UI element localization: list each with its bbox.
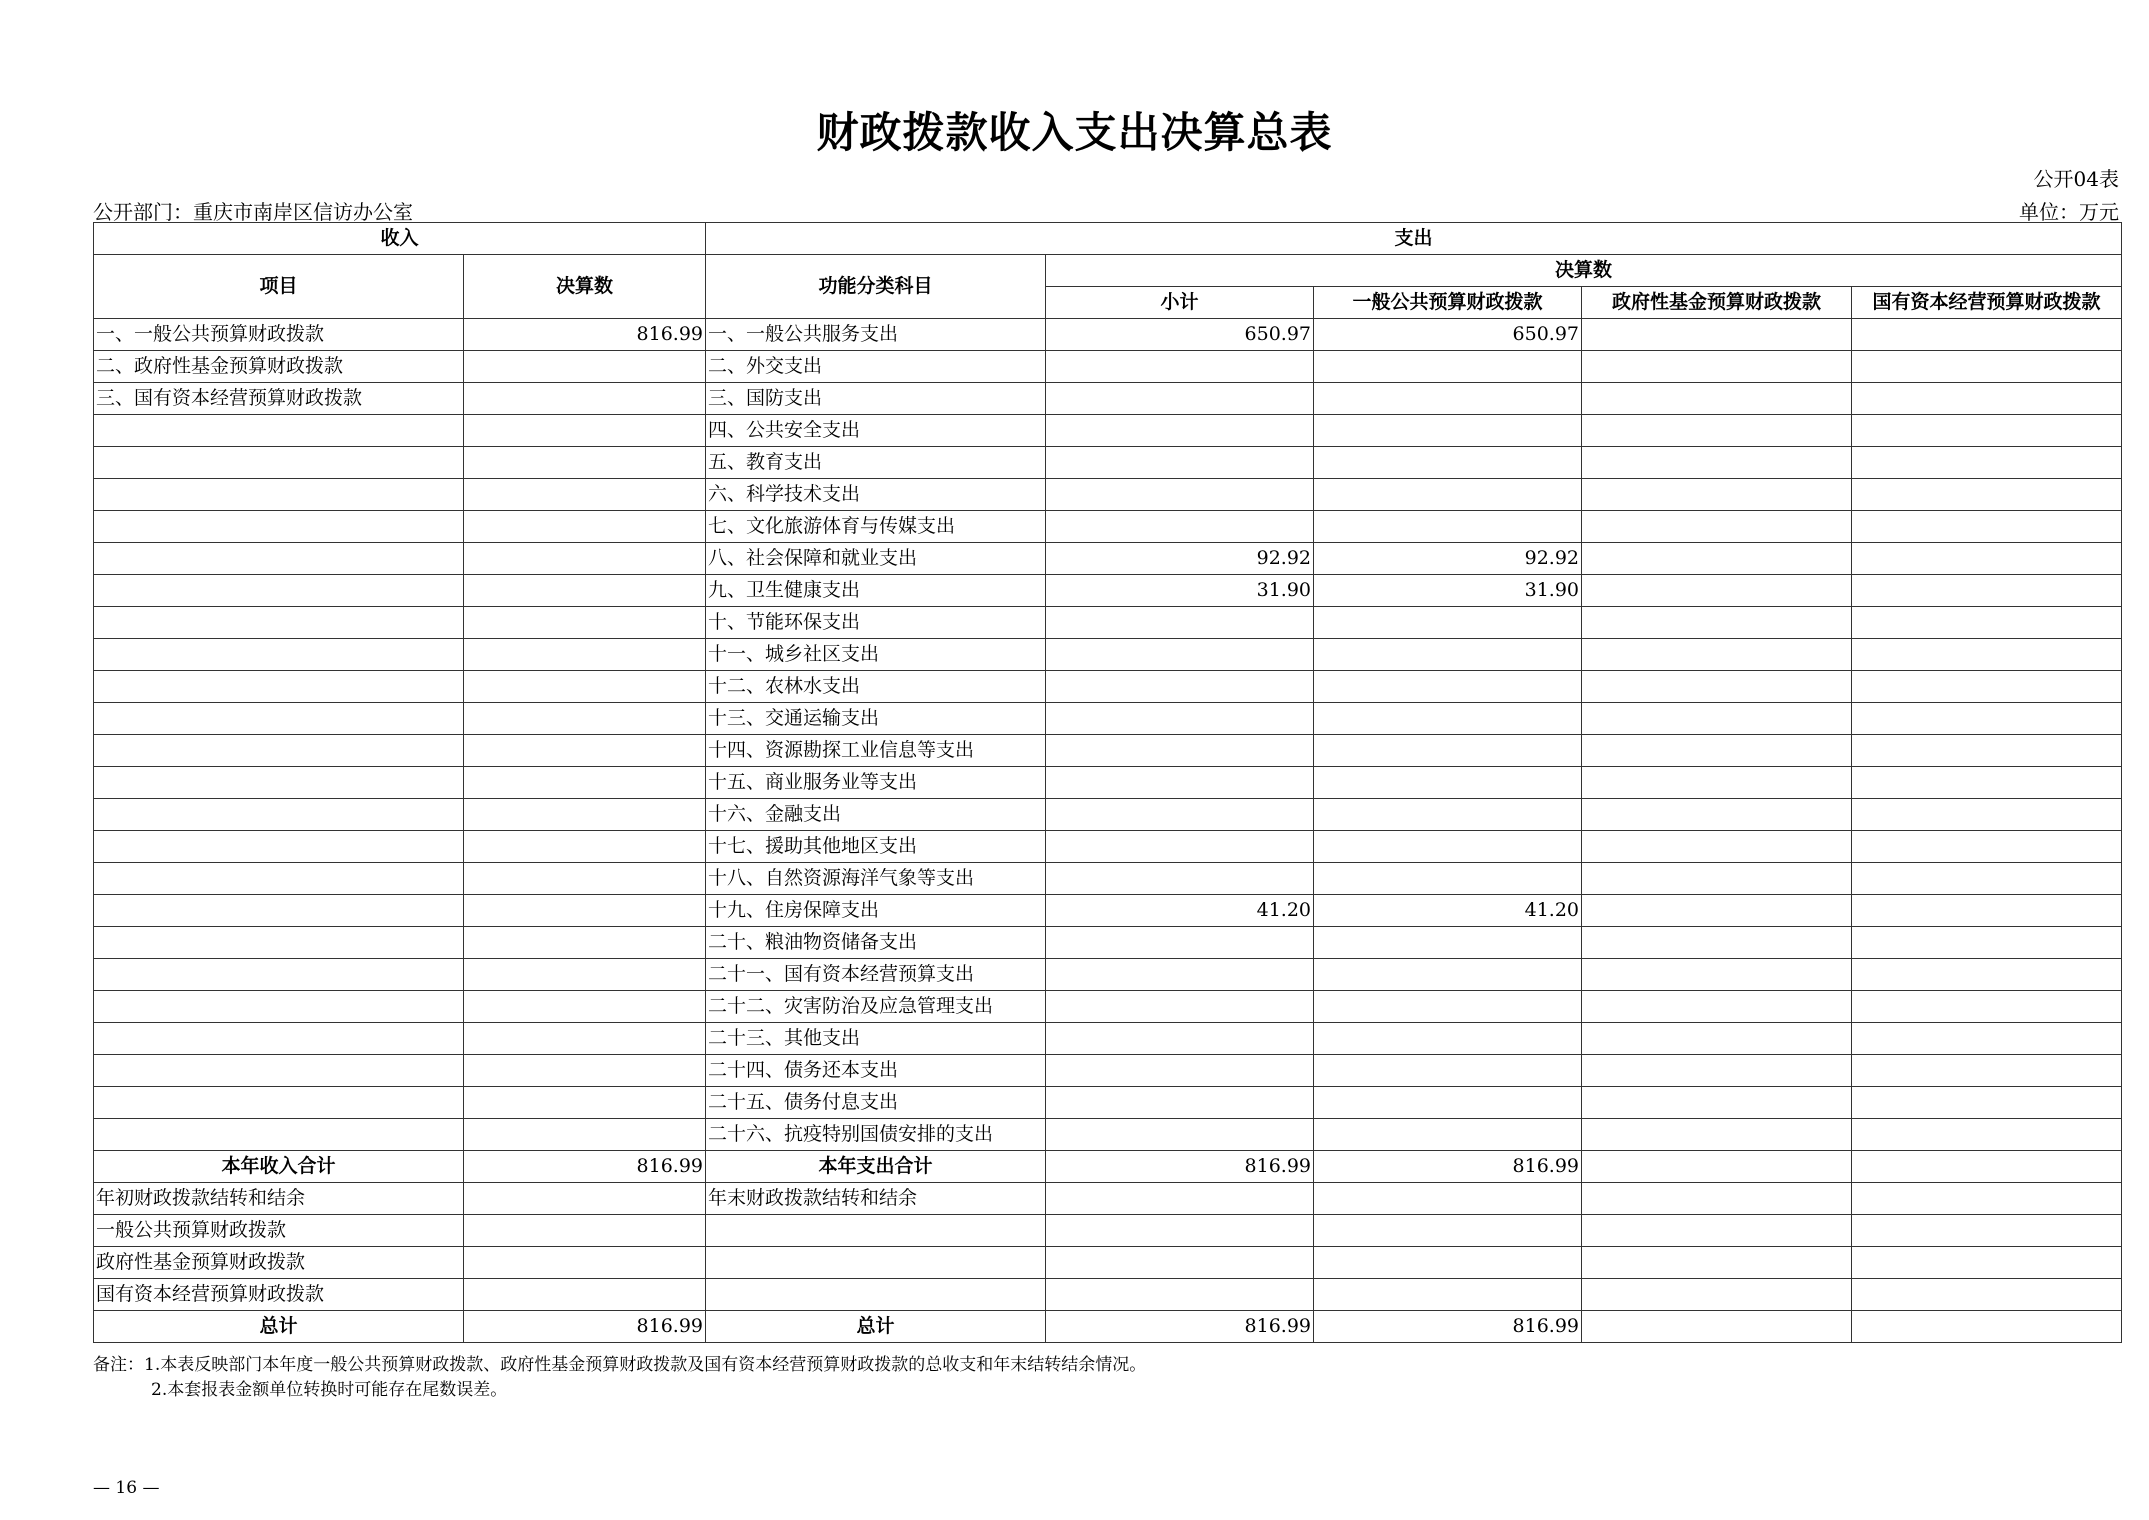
carryover-row <box>94 1215 2122 1247</box>
income-item: 总计 <box>94 1311 464 1343</box>
gov-fund-value <box>1582 1151 1852 1183</box>
general-budget-value <box>1314 863 1582 895</box>
gov-fund-value <box>1582 479 1852 511</box>
state-capital-value <box>1852 703 2122 735</box>
general-budget-value <box>1314 927 1582 959</box>
income-item: 本年收入合计 <box>94 1151 464 1183</box>
notes <box>93 1353 1146 1403</box>
table-row <box>94 863 2122 895</box>
carryover-row <box>94 1279 2122 1311</box>
expense-item: 十四、资源勘探工业信息等支出 <box>706 735 1046 767</box>
income-amount <box>464 351 706 383</box>
gov-fund-value <box>1582 1215 1852 1247</box>
income-item <box>94 927 464 959</box>
state-capital-header: 国有资本经营预算财政拨款 <box>1852 287 2122 319</box>
final-amount-header: 决算数 <box>1046 255 2122 287</box>
table-row <box>94 575 2122 607</box>
income-item <box>94 447 464 479</box>
subtotal-value <box>1046 383 1314 415</box>
state-capital-value <box>1852 607 2122 639</box>
expense-item: 四、公共安全支出 <box>706 415 1046 447</box>
gov-fund-value <box>1582 799 1852 831</box>
gov-fund-value <box>1582 575 1852 607</box>
income-item <box>94 1119 464 1151</box>
table-row <box>94 671 2122 703</box>
subtotal-value <box>1046 607 1314 639</box>
general-budget-value <box>1314 1279 1582 1311</box>
general-budget-value: 92.92 <box>1314 543 1582 575</box>
income-item: 政府性基金预算财政拨款 <box>94 1247 464 1279</box>
expense-item: 一、一般公共服务支出 <box>706 319 1046 351</box>
form-number: 公开04表 <box>2033 167 2119 191</box>
gov-fund-value <box>1582 415 1852 447</box>
income-amount <box>464 607 706 639</box>
expense-item: 二、外交支出 <box>706 351 1046 383</box>
gov-fund-value <box>1582 1087 1852 1119</box>
general-budget-header: 一般公共预算财政拨款 <box>1314 287 1582 319</box>
general-budget-value <box>1314 1215 1582 1247</box>
state-capital-value <box>1852 639 2122 671</box>
state-capital-value <box>1852 383 2122 415</box>
income-item: 三、国有资本经营预算财政拨款 <box>94 383 464 415</box>
gov-fund-value <box>1582 671 1852 703</box>
state-capital-value <box>1852 767 2122 799</box>
gov-fund-value <box>1582 543 1852 575</box>
income-item <box>94 1087 464 1119</box>
income-amount <box>464 959 706 991</box>
income-amount <box>464 479 706 511</box>
state-capital-value <box>1852 1055 2122 1087</box>
table-row <box>94 447 2122 479</box>
general-budget-value: 650.97 <box>1314 319 1582 351</box>
state-capital-value <box>1852 1247 2122 1279</box>
gov-fund-value <box>1582 607 1852 639</box>
expense-item: 八、社会保障和就业支出 <box>706 543 1046 575</box>
state-capital-value <box>1852 319 2122 351</box>
general-budget-value <box>1314 607 1582 639</box>
state-capital-value <box>1852 1311 2122 1343</box>
table-row <box>94 767 2122 799</box>
gov-fund-value <box>1582 991 1852 1023</box>
income-amount <box>464 671 706 703</box>
subtotal-value <box>1046 991 1314 1023</box>
carryover-row <box>94 1247 2122 1279</box>
income-amount: 816.99 <box>464 1311 706 1343</box>
expense-item: 十、节能环保支出 <box>706 607 1046 639</box>
state-capital-value <box>1852 799 2122 831</box>
gov-fund-value <box>1582 639 1852 671</box>
income-item <box>94 799 464 831</box>
expense-item: 二十四、债务还本支出 <box>706 1055 1046 1087</box>
income-item <box>94 735 464 767</box>
gov-fund-header: 政府性基金预算财政拨款 <box>1582 287 1852 319</box>
gov-fund-value <box>1582 703 1852 735</box>
note-line-2: 2.本套报表金额单位转换时可能存在尾数误差。 <box>151 1380 508 1400</box>
income-item <box>94 543 464 575</box>
subtotal-value <box>1046 447 1314 479</box>
expense-item <box>706 1215 1046 1247</box>
general-budget-value <box>1314 1055 1582 1087</box>
general-budget-value: 816.99 <box>1314 1151 1582 1183</box>
state-capital-value <box>1852 1215 2122 1247</box>
income-item <box>94 415 464 447</box>
general-budget-value <box>1314 703 1582 735</box>
income-amount: 816.99 <box>464 319 706 351</box>
income-amount <box>464 1119 706 1151</box>
income-amount <box>464 735 706 767</box>
unit-label: 单位：万元 <box>2019 200 2119 224</box>
subtotal-value <box>1046 735 1314 767</box>
income-amount <box>464 639 706 671</box>
subtotal-value <box>1046 671 1314 703</box>
expense-item: 二十五、债务付息支出 <box>706 1087 1046 1119</box>
income-item <box>94 767 464 799</box>
income-item <box>94 703 464 735</box>
subtotal-value: 31.90 <box>1046 575 1314 607</box>
subtotal-value: 92.92 <box>1046 543 1314 575</box>
general-budget-value <box>1314 351 1582 383</box>
subtotal-value <box>1046 959 1314 991</box>
gov-fund-value <box>1582 735 1852 767</box>
income-item: 年初财政拨款结转和结余 <box>94 1183 464 1215</box>
income-item <box>94 863 464 895</box>
func-subject-header: 功能分类科目 <box>706 255 1046 319</box>
income-amount <box>464 575 706 607</box>
expense-item: 十六、金融支出 <box>706 799 1046 831</box>
income-item: 一、一般公共预算财政拨款 <box>94 319 464 351</box>
expense-item: 总计 <box>706 1311 1046 1343</box>
subtotal-value: 816.99 <box>1046 1311 1314 1343</box>
expense-item: 年末财政拨款结转和结余 <box>706 1183 1046 1215</box>
general-budget-value: 31.90 <box>1314 575 1582 607</box>
expense-item: 十一、城乡社区支出 <box>706 639 1046 671</box>
subtotal-value <box>1046 511 1314 543</box>
income-item <box>94 479 464 511</box>
gov-fund-value <box>1582 767 1852 799</box>
income-item <box>94 831 464 863</box>
state-capital-value <box>1852 479 2122 511</box>
table-row <box>94 959 2122 991</box>
general-budget-value <box>1314 1087 1582 1119</box>
general-budget-value <box>1314 767 1582 799</box>
table-row <box>94 1023 2122 1055</box>
expense-item: 十二、农林水支出 <box>706 671 1046 703</box>
table-row <box>94 831 2122 863</box>
table-row <box>94 351 2122 383</box>
general-budget-value <box>1314 415 1582 447</box>
fiscal-summary-table <box>93 222 2122 1343</box>
general-budget-value <box>1314 1023 1582 1055</box>
gov-fund-value <box>1582 351 1852 383</box>
state-capital-value <box>1852 1183 2122 1215</box>
table-row <box>94 479 2122 511</box>
income-item <box>94 671 464 703</box>
gov-fund-value <box>1582 1311 1852 1343</box>
income-amount <box>464 831 706 863</box>
gov-fund-value <box>1582 1119 1852 1151</box>
income-item <box>94 639 464 671</box>
income-amount <box>464 863 706 895</box>
subtotal-value <box>1046 1279 1314 1311</box>
income-amount <box>464 447 706 479</box>
expense-item: 十七、援助其他地区支出 <box>706 831 1046 863</box>
expense-item: 十八、自然资源海洋气象等支出 <box>706 863 1046 895</box>
subtotal-value <box>1046 1247 1314 1279</box>
expense-item: 二十三、其他支出 <box>706 1023 1046 1055</box>
subtotal-value <box>1046 639 1314 671</box>
subtotal-value <box>1046 1215 1314 1247</box>
general-budget-value <box>1314 383 1582 415</box>
state-capital-value <box>1852 959 2122 991</box>
general-budget-value <box>1314 959 1582 991</box>
subtotal-value <box>1046 863 1314 895</box>
subtotal-value <box>1046 1119 1314 1151</box>
subtotal-value <box>1046 927 1314 959</box>
expense-item: 二十六、抗疫特别国债安排的支出 <box>706 1119 1046 1151</box>
subtotal-value <box>1046 703 1314 735</box>
gov-fund-value <box>1582 319 1852 351</box>
state-capital-value <box>1852 415 2122 447</box>
state-capital-value <box>1852 1023 2122 1055</box>
table-row <box>94 895 2122 927</box>
income-item <box>94 575 464 607</box>
income-amount <box>464 767 706 799</box>
income-amount <box>464 1055 706 1087</box>
gov-fund-value <box>1582 863 1852 895</box>
grand-total-row <box>94 1311 2122 1343</box>
income-item <box>94 1055 464 1087</box>
expense-header: 支出 <box>706 223 2122 255</box>
table-row <box>94 607 2122 639</box>
table-row <box>94 1119 2122 1151</box>
general-budget-value <box>1314 511 1582 543</box>
income-amount <box>464 1183 706 1215</box>
note-line-1: 备注：1.本表反映部门本年度一般公共预算财政拨款、政府性基金预算财政拨款及国有资本经营预算财政拨款的总收支和年末结转结余情况。 <box>93 1355 1147 1375</box>
gov-fund-value <box>1582 447 1852 479</box>
income-item <box>94 607 464 639</box>
state-capital-value <box>1852 1119 2122 1151</box>
department-label: 公开部门：重庆市南岸区信访办公室 <box>93 200 413 224</box>
income-amount <box>464 1279 706 1311</box>
income-header: 收入 <box>94 223 706 255</box>
state-capital-value <box>1852 511 2122 543</box>
general-budget-value <box>1314 639 1582 671</box>
subtotal-header: 小计 <box>1046 287 1314 319</box>
general-budget-value <box>1314 447 1582 479</box>
expense-item: 七、文化旅游体育与传媒支出 <box>706 511 1046 543</box>
gov-fund-value <box>1582 383 1852 415</box>
income-amount <box>464 1023 706 1055</box>
table-row <box>94 991 2122 1023</box>
state-capital-value <box>1852 735 2122 767</box>
subtotal-value <box>1046 351 1314 383</box>
subtotal-value <box>1046 1087 1314 1119</box>
state-capital-value <box>1852 1151 2122 1183</box>
income-item <box>94 959 464 991</box>
state-capital-value <box>1852 543 2122 575</box>
gov-fund-value <box>1582 511 1852 543</box>
income-amount <box>464 383 706 415</box>
income-item <box>94 511 464 543</box>
income-item: 国有资本经营预算财政拨款 <box>94 1279 464 1311</box>
table-row <box>94 799 2122 831</box>
general-budget-value <box>1314 799 1582 831</box>
expense-item: 五、教育支出 <box>706 447 1046 479</box>
general-budget-value: 41.20 <box>1314 895 1582 927</box>
state-capital-value <box>1852 447 2122 479</box>
gov-fund-value <box>1582 895 1852 927</box>
income-amount: 816.99 <box>464 1151 706 1183</box>
table-row <box>94 543 2122 575</box>
state-capital-value <box>1852 863 2122 895</box>
general-budget-value <box>1314 1119 1582 1151</box>
general-budget-value <box>1314 1247 1582 1279</box>
income-item <box>94 895 464 927</box>
general-budget-value <box>1314 735 1582 767</box>
gov-fund-value <box>1582 1183 1852 1215</box>
general-budget-value <box>1314 671 1582 703</box>
expense-item <box>706 1279 1046 1311</box>
expense-item <box>706 1247 1046 1279</box>
state-capital-value <box>1852 991 2122 1023</box>
table-row <box>94 735 2122 767</box>
state-capital-value <box>1852 1279 2122 1311</box>
state-capital-value <box>1852 895 2122 927</box>
gov-fund-value <box>1582 927 1852 959</box>
state-capital-value <box>1852 927 2122 959</box>
expense-item: 九、卫生健康支出 <box>706 575 1046 607</box>
income-item <box>94 991 464 1023</box>
income-item: 二、政府性基金预算财政拨款 <box>94 351 464 383</box>
table-row <box>94 927 2122 959</box>
table-row <box>94 1087 2122 1119</box>
income-amount <box>464 927 706 959</box>
general-budget-value <box>1314 991 1582 1023</box>
income-amount <box>464 415 706 447</box>
income-amount <box>464 703 706 735</box>
expense-item: 十九、住房保障支出 <box>706 895 1046 927</box>
expense-item: 二十二、灾害防治及应急管理支出 <box>706 991 1046 1023</box>
income-amount <box>464 511 706 543</box>
income-amount <box>464 799 706 831</box>
subtotal-value <box>1046 1055 1314 1087</box>
carryover-row <box>94 1183 2122 1215</box>
income-amount <box>464 1215 706 1247</box>
subtotal-value <box>1046 799 1314 831</box>
gov-fund-value <box>1582 831 1852 863</box>
table-row <box>94 1055 2122 1087</box>
gov-fund-value <box>1582 1247 1852 1279</box>
income-amount <box>464 1087 706 1119</box>
subtotal-value: 650.97 <box>1046 319 1314 351</box>
general-budget-value: 816.99 <box>1314 1311 1582 1343</box>
gov-fund-value <box>1582 959 1852 991</box>
expense-item: 二十一、国有资本经营预算支出 <box>706 959 1046 991</box>
subtotal-value <box>1046 415 1314 447</box>
general-budget-value <box>1314 831 1582 863</box>
subtotal-value <box>1046 1023 1314 1055</box>
item-header: 项目 <box>94 255 464 319</box>
state-capital-value <box>1852 351 2122 383</box>
subtotal-value: 41.20 <box>1046 895 1314 927</box>
income-amount <box>464 895 706 927</box>
income-amount <box>464 991 706 1023</box>
expense-item: 十五、商业服务业等支出 <box>706 767 1046 799</box>
table-row <box>94 511 2122 543</box>
state-capital-value <box>1852 671 2122 703</box>
expense-item: 二十、粮油物资储备支出 <box>706 927 1046 959</box>
general-budget-value <box>1314 1183 1582 1215</box>
expense-item: 三、国防支出 <box>706 383 1046 415</box>
income-amount <box>464 1247 706 1279</box>
subtotal-value <box>1046 479 1314 511</box>
table-row <box>94 415 2122 447</box>
table-row <box>94 639 2122 671</box>
year-total-row <box>94 1151 2122 1183</box>
table-row <box>94 703 2122 735</box>
table-row <box>94 319 2122 351</box>
expense-item: 十三、交通运输支出 <box>706 703 1046 735</box>
page-title: 财政拨款收入支出决算总表 <box>816 108 1333 157</box>
subtotal-value: 816.99 <box>1046 1151 1314 1183</box>
page-number: — 16 — <box>93 1478 160 1498</box>
income-item <box>94 1023 464 1055</box>
gov-fund-value <box>1582 1023 1852 1055</box>
state-capital-value <box>1852 575 2122 607</box>
subtotal-value <box>1046 1183 1314 1215</box>
state-capital-value <box>1852 831 2122 863</box>
expense-item: 六、科学技术支出 <box>706 479 1046 511</box>
income-amount-header: 决算数 <box>464 255 706 319</box>
income-item: 一般公共预算财政拨款 <box>94 1215 464 1247</box>
gov-fund-value <box>1582 1279 1852 1311</box>
table-row <box>94 383 2122 415</box>
expense-item: 本年支出合计 <box>706 1151 1046 1183</box>
subtotal-value <box>1046 767 1314 799</box>
general-budget-value <box>1314 479 1582 511</box>
gov-fund-value <box>1582 1055 1852 1087</box>
income-amount <box>464 543 706 575</box>
state-capital-value <box>1852 1087 2122 1119</box>
subtotal-value <box>1046 831 1314 863</box>
